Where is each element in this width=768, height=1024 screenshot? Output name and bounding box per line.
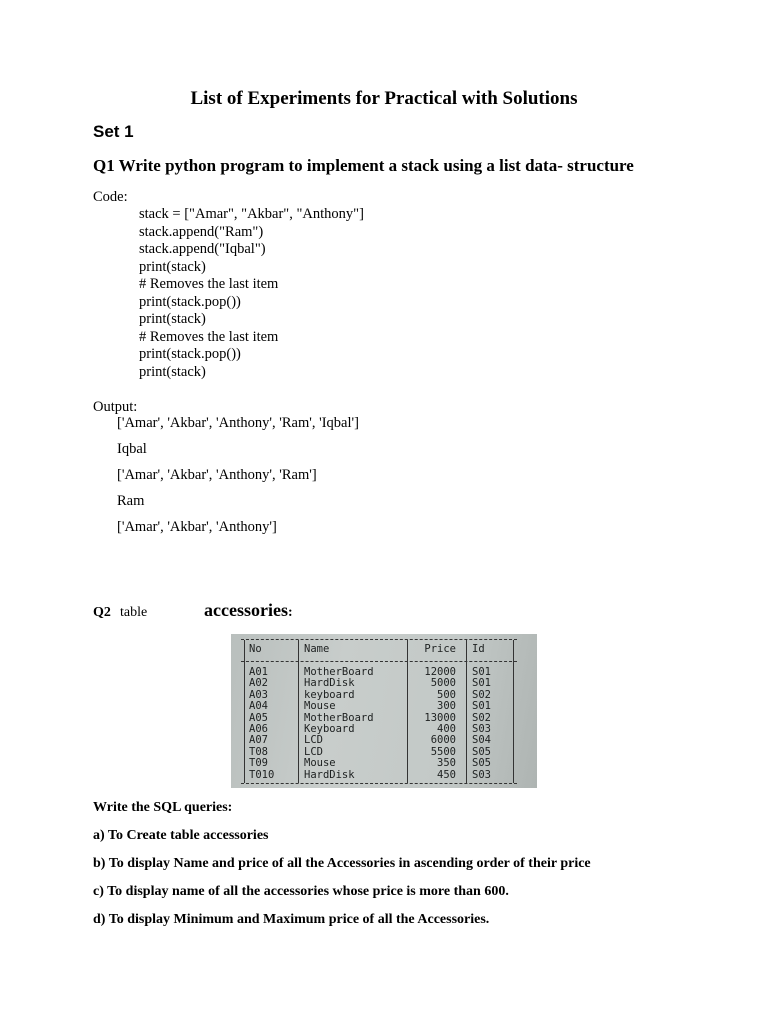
table-cell: A03 bbox=[249, 688, 268, 701]
table-border bbox=[298, 640, 299, 783]
query-item: a) To Create table accessories bbox=[93, 828, 269, 843]
table-cell: MotherBoard bbox=[304, 711, 374, 724]
table-border bbox=[244, 640, 245, 783]
queries-heading: Write the SQL queries: bbox=[93, 800, 233, 815]
table-cell: S04 bbox=[472, 734, 491, 747]
table-cell: 13000 bbox=[424, 711, 456, 724]
table-cell: LCD bbox=[304, 734, 323, 747]
table-cell: MotherBoard bbox=[304, 666, 374, 678]
table-cell: 5500 bbox=[430, 745, 456, 758]
code-line: # Removes the last item bbox=[139, 328, 279, 345]
table-cell: T08 bbox=[249, 745, 268, 758]
table-cell: 500 bbox=[437, 688, 456, 701]
output-line: ['Amar', 'Akbar', 'Anthony', 'Ram', 'Iqbal'] bbox=[117, 415, 359, 431]
table-header-cell: Id bbox=[472, 643, 485, 655]
table-cell: S02 bbox=[472, 688, 491, 701]
table-cell: S05 bbox=[472, 757, 491, 770]
table-border bbox=[241, 783, 517, 784]
code-line: print(stack) bbox=[139, 258, 206, 275]
table-cell: 350 bbox=[437, 757, 456, 770]
table-cell: Mouse bbox=[304, 757, 336, 770]
q2-table-word: table bbox=[120, 605, 148, 620]
output-line: ['Amar', 'Akbar', 'Anthony'] bbox=[117, 519, 277, 535]
set-heading: Set 1 bbox=[93, 122, 134, 141]
table-cell: HardDisk bbox=[304, 768, 355, 781]
table-cell: LCD bbox=[304, 745, 323, 758]
query-item: d) To display Minimum and Maximum price of all the Accessories. bbox=[93, 912, 490, 927]
table-cell: S05 bbox=[472, 745, 491, 758]
table-cell: S01 bbox=[472, 700, 491, 713]
table-cell: Keyboard bbox=[304, 723, 355, 735]
code-line: print(stack.pop()) bbox=[139, 293, 241, 310]
table-cell: S03 bbox=[472, 768, 491, 781]
photo-table-grid bbox=[231, 634, 537, 788]
table-cell: 300 bbox=[437, 700, 456, 713]
code-line: stack.append("Iqbal") bbox=[139, 241, 266, 257]
table-border bbox=[407, 640, 408, 783]
page-title: List of Experiments for Practical with Solutions bbox=[190, 88, 578, 109]
table-cell: HardDisk bbox=[304, 677, 355, 690]
table-cell: A02 bbox=[249, 677, 268, 690]
table-cell: keyboard bbox=[304, 688, 355, 701]
table-cell: 5000 bbox=[430, 677, 456, 690]
table-cell: 12000 bbox=[424, 666, 456, 678]
q2-table-name: accessories: bbox=[204, 600, 293, 620]
table-cell: T010 bbox=[249, 768, 275, 781]
query-item: c) To display name of all the accessories whose price is more than 600. bbox=[93, 884, 509, 899]
table-border bbox=[513, 640, 514, 783]
table-cell: 400 bbox=[437, 723, 456, 735]
table-cell: A04 bbox=[249, 700, 268, 713]
code-line: print(stack.pop()) bbox=[139, 346, 241, 362]
query-item: b) To display Name and price of all the Accessories in ascending order of their price bbox=[93, 856, 591, 871]
code-line: stack = ["Amar", "Akbar", "Anthony"] bbox=[139, 206, 364, 222]
table-cell: A07 bbox=[249, 734, 268, 747]
output-line: Iqbal bbox=[117, 441, 147, 457]
code-line: print(stack) bbox=[139, 311, 206, 327]
table-cell: S02 bbox=[472, 711, 491, 724]
table-border bbox=[241, 661, 517, 662]
table-cell: S01 bbox=[472, 677, 491, 690]
table-cell: A06 bbox=[249, 723, 268, 735]
table-border bbox=[466, 640, 467, 783]
table-cell: A01 bbox=[249, 666, 268, 678]
code-line: print(stack) bbox=[139, 363, 206, 380]
table-cell: Mouse bbox=[304, 700, 336, 713]
table-header-cell: Name bbox=[304, 643, 330, 655]
table-cell: 6000 bbox=[430, 734, 456, 747]
table-cell: A05 bbox=[249, 711, 268, 724]
code-line: # Removes the last item bbox=[139, 276, 279, 292]
code-line: stack.append("Ram") bbox=[139, 223, 264, 240]
table-cell: S01 bbox=[472, 666, 491, 678]
table-header-cell: No bbox=[249, 643, 262, 655]
table-header-cell: Price bbox=[424, 643, 456, 655]
output-label: Output: bbox=[93, 399, 138, 415]
table-cell: S03 bbox=[472, 723, 491, 735]
output-line: Ram bbox=[117, 493, 145, 509]
table-border bbox=[241, 639, 517, 640]
table-cell: 450 bbox=[437, 768, 456, 781]
q1-heading: Q1 Write python program to implement a stack using a list data- structure bbox=[93, 156, 634, 175]
q2-label: Q2 bbox=[93, 605, 111, 620]
table-cell: T09 bbox=[249, 757, 268, 770]
table-photo bbox=[231, 634, 537, 788]
output-line: ['Amar', 'Akbar', 'Anthony', 'Ram'] bbox=[117, 467, 317, 483]
code-label: Code: bbox=[93, 189, 128, 205]
